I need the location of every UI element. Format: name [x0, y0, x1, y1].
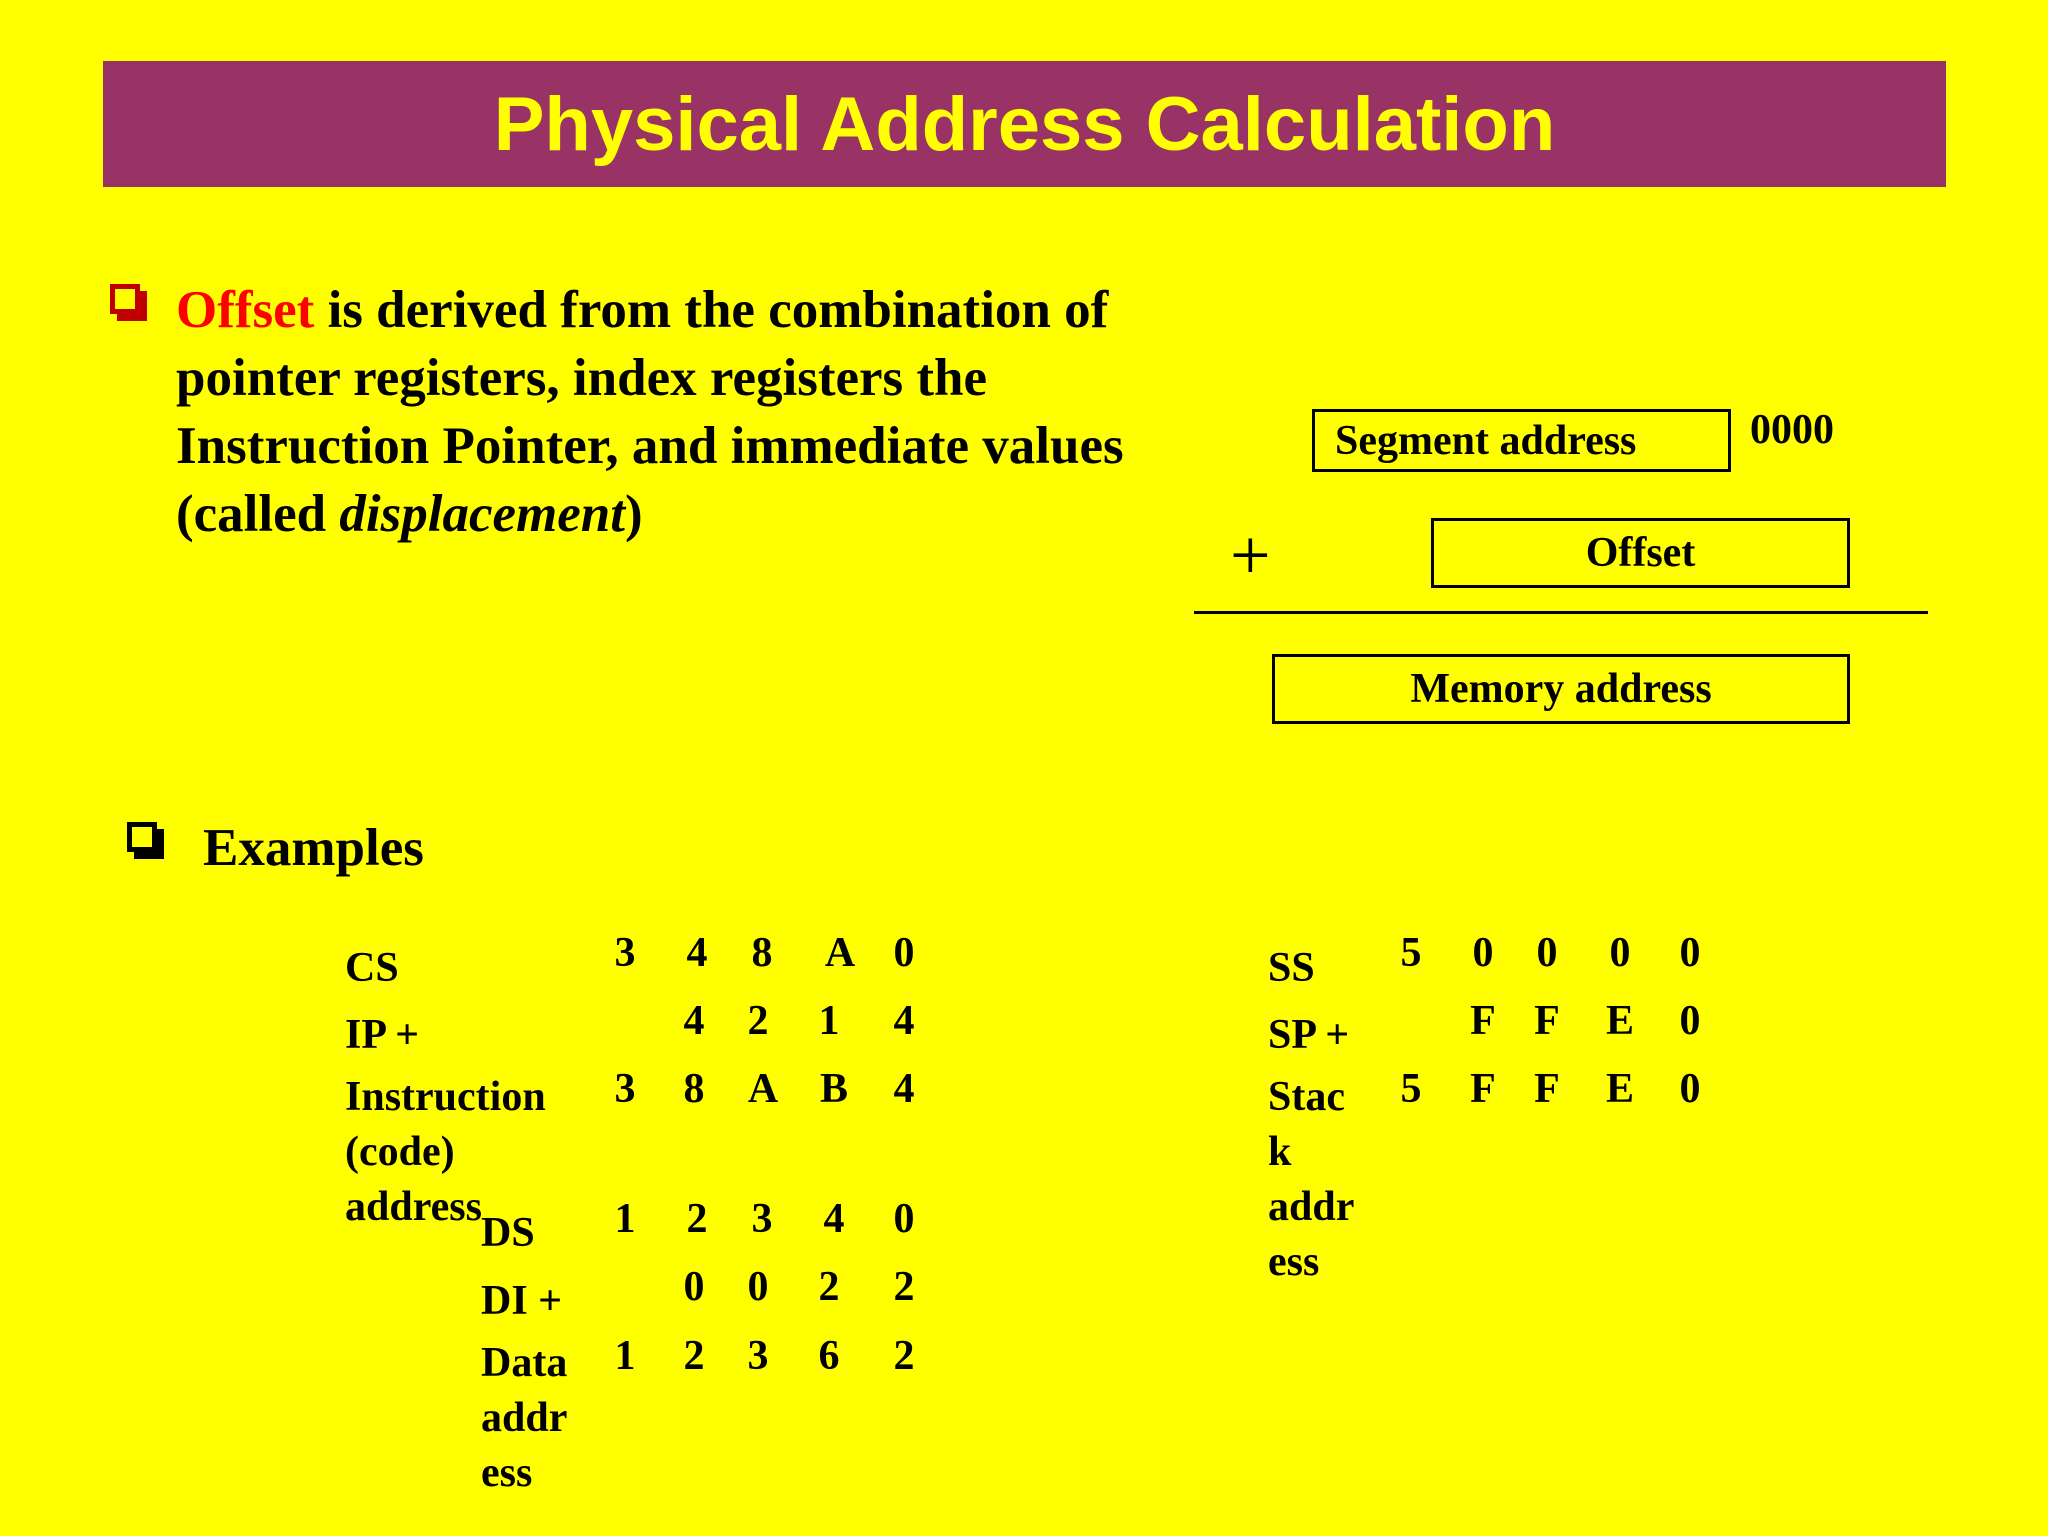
memory-address-box — [1272, 654, 1850, 724]
di-digit: 0 — [747, 1264, 769, 1310]
sp-digit: F — [1470, 998, 1496, 1044]
ip-label: IP + — [345, 1012, 420, 1058]
instruction-digit: 3 — [614, 1066, 636, 1112]
stack-label-line-1: Stac — [1268, 1074, 1345, 1120]
intro-line-1 — [176, 276, 1236, 344]
stack-digit: E — [1605, 1066, 1634, 1112]
instruction-digit: A — [747, 1066, 779, 1112]
data-digit: 6 — [818, 1333, 840, 1379]
ss-label: SS — [1268, 945, 1315, 991]
data-digit: 2 — [893, 1333, 915, 1379]
bullet-icon — [110, 284, 140, 314]
sp-digit: 0 — [1679, 998, 1701, 1044]
stack-label-line-4: ess — [1268, 1239, 1320, 1285]
intro-line-1-rest: is derived from the combination of — [314, 281, 1109, 339]
data-label-line-2: addr — [481, 1395, 568, 1441]
ss-digit: 5 — [1400, 930, 1422, 976]
stack-address-label — [1268, 1070, 1354, 1290]
instruction-label-line-3: address — [345, 1184, 482, 1230]
ds-digit: 0 — [893, 1196, 915, 1242]
cs-label: CS — [345, 945, 399, 991]
sp-label: SP + — [1268, 1012, 1350, 1058]
examples-heading: Examples — [203, 819, 424, 877]
cs-digit: A — [824, 930, 856, 976]
offset-box — [1431, 518, 1850, 588]
stack-digit: F — [1534, 1066, 1560, 1112]
di-digit: 2 — [893, 1264, 915, 1310]
shift-zeros: 0000 — [1750, 407, 1834, 453]
stack-digit: 0 — [1679, 1066, 1701, 1112]
instruction-label-line-2: (code) — [345, 1129, 455, 1175]
ds-digit: 4 — [823, 1196, 845, 1242]
cs-digit: 3 — [614, 930, 636, 976]
displacement-term: displacement — [339, 485, 625, 543]
instruction-digit: 8 — [683, 1066, 705, 1112]
offset-keyword: Offset — [176, 281, 315, 339]
ds-label: DS — [481, 1210, 535, 1256]
intro-line-4-close: ) — [624, 485, 643, 543]
segment-address-box — [1312, 409, 1731, 472]
stack-label-line-3: addr — [1268, 1184, 1355, 1230]
intro-line-2: pointer registers, index registers the — [176, 349, 988, 407]
intro-line-4 — [176, 480, 1236, 548]
ss-digit: 0 — [1679, 930, 1701, 976]
sp-digit: F — [1534, 998, 1560, 1044]
memory-address-label: Memory address — [1410, 666, 1712, 712]
data-label-line-1: Data — [481, 1340, 568, 1386]
cs-digit: 8 — [751, 930, 773, 976]
data-label-line-3: ess — [481, 1450, 533, 1496]
instruction-label-line-1: Instruction — [345, 1074, 546, 1120]
ds-digit: 3 — [751, 1196, 773, 1242]
data-digit: 2 — [683, 1333, 705, 1379]
intro-line-4-open: (called — [176, 485, 340, 543]
cs-digit: 4 — [686, 930, 708, 976]
ip-digit: 1 — [818, 998, 840, 1044]
stack-digit: 5 — [1400, 1066, 1422, 1112]
segment-address-label: Segment address — [1335, 417, 1637, 464]
ss-digit: 0 — [1536, 930, 1558, 976]
title-bar — [103, 61, 1946, 187]
sum-divider — [1194, 611, 1928, 614]
di-digit: 2 — [818, 1264, 840, 1310]
di-label: DI + — [481, 1278, 563, 1324]
offset-description — [176, 276, 1236, 548]
instruction-digit: B — [819, 1066, 848, 1112]
ds-digit: 1 — [614, 1196, 636, 1242]
bullet-icon — [127, 822, 157, 852]
ip-digit: 2 — [747, 998, 769, 1044]
di-digit: 0 — [683, 1264, 705, 1310]
ss-digit: 0 — [1472, 930, 1494, 976]
data-digit: 3 — [747, 1333, 769, 1379]
ds-digit: 2 — [686, 1196, 708, 1242]
stack-digit: F — [1470, 1066, 1496, 1112]
ip-digit: 4 — [893, 998, 915, 1044]
sp-digit: E — [1605, 998, 1634, 1044]
ip-digit: 4 — [683, 998, 705, 1044]
data-address-label — [481, 1336, 567, 1501]
instruction-digit: 4 — [893, 1066, 915, 1112]
data-digit: 1 — [614, 1333, 636, 1379]
intro-line-3: Instruction Pointer, and immediate values — [176, 417, 1124, 475]
offset-label: Offset — [1585, 530, 1696, 576]
ss-digit: 0 — [1609, 930, 1631, 976]
plus-sign: + — [1230, 515, 1271, 595]
page-title: Physical Address Calculation — [493, 81, 1556, 167]
stack-label-line-2: k — [1268, 1129, 1292, 1175]
cs-digit: 0 — [893, 930, 915, 976]
